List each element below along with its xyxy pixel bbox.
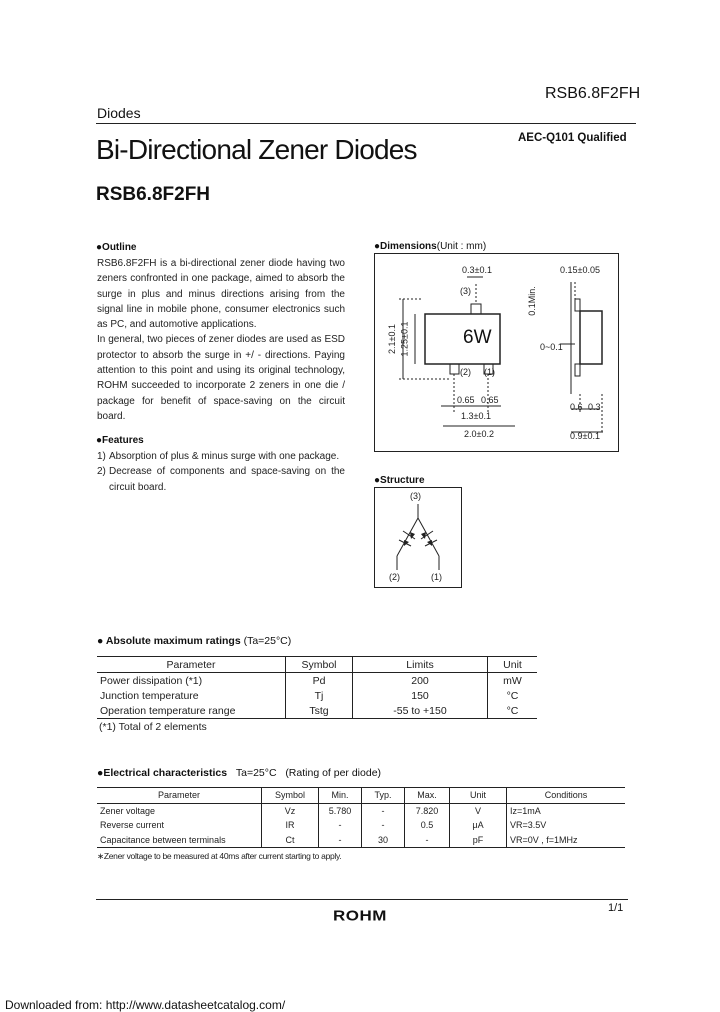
dim-height: 2.1±0.1	[386, 324, 397, 354]
cell-parameter: Power dissipation (*1)	[100, 674, 203, 687]
abs-max-condition: (Ta=25°C)	[243, 635, 292, 647]
footer-rule	[96, 899, 628, 900]
abs-max-table	[97, 656, 537, 719]
outline-heading	[96, 242, 137, 253]
cell-typ: -	[362, 803, 405, 818]
feature-item	[97, 464, 345, 495]
cell-parameter: Junction temperature	[100, 689, 199, 702]
electrical-heading	[97, 767, 381, 779]
electrical-title: Electrical characteristics	[103, 767, 228, 779]
dim-side-min: 0.1Min.	[526, 286, 537, 316]
structure-diagram	[374, 487, 462, 588]
dim-body-height: 1.25±0.1	[399, 321, 410, 357]
cell-max: 0.5	[405, 818, 450, 833]
outline-paragraph-1: RSB6.8F2FH is a bi-directional zener diode having two zeners confronted in one package, aimed to absorb the surge in plus and minus directions arising from the signal line in mobile phone, consumer electronics such as PC, and automotive applications.	[97, 258, 345, 331]
abs-max-note: (*1) Total of 2 elements	[99, 721, 207, 733]
table-row	[97, 833, 625, 848]
dim-pin2: (2)	[460, 367, 471, 377]
dimensions-heading	[374, 241, 486, 252]
table-row	[97, 818, 625, 833]
header-typ: Typ.	[362, 788, 405, 804]
qualification: AEC-Q101 Qualified	[518, 132, 627, 144]
header-unit: Unit	[450, 788, 507, 804]
bullet-icon: ●	[97, 767, 104, 779]
electrical-note: ∗Zener voltage to be measured at 40ms after current starting to apply.	[97, 851, 342, 861]
feature-num: 2)	[97, 466, 106, 478]
cell-max: 7.820	[405, 803, 450, 818]
feature-text: Absorption of plus & minus surge with one package.	[109, 451, 340, 462]
cell-parameter: Capacitance between terminals	[100, 834, 226, 845]
header-min: Min.	[319, 788, 362, 804]
bullet-icon: ●	[96, 242, 103, 253]
header-parameter: Parameter	[157, 790, 201, 801]
structure-title: Structure	[380, 475, 425, 486]
table-row	[97, 803, 625, 818]
cell-unit: pF	[450, 833, 507, 848]
cell-symbol: Ct	[262, 833, 319, 848]
outline-paragraph-2: In general, two pieces of zener diodes are used as ESD protector to absorb the surge in +/ - directions. Paying attention to this point and using its original technology, ROHM succeeded to incorporate 2 zeners in one die / package for benefit of space-saving on the circuit board.	[97, 334, 345, 422]
header-symbol: Symbol	[262, 788, 319, 804]
cell-unit: mW	[488, 673, 538, 689]
abs-max-title: Absolute maximum ratings	[105, 635, 241, 647]
download-link[interactable]: Downloaded from: http://www.datasheetcatalog.com/	[5, 998, 286, 1012]
features-title: Features	[102, 435, 144, 446]
dim-side-gap: 0~0.1	[540, 342, 563, 352]
cell-unit: μA	[450, 818, 507, 833]
cell-min: -	[319, 833, 362, 848]
header-symbol: Symbol	[286, 657, 353, 673]
features-heading	[96, 435, 144, 446]
table-row	[97, 688, 537, 703]
feature-num: 1)	[97, 451, 106, 462]
dim-body-width: 1.3±0.1	[461, 411, 491, 421]
cell-conditions: Iz=1mA	[507, 803, 626, 818]
table-row	[97, 673, 537, 689]
zener-schematic	[375, 488, 461, 587]
cell-symbol: Tstg	[286, 703, 353, 719]
dim-pin1: (1)	[484, 367, 495, 377]
cell-max: -	[405, 833, 450, 848]
cell-symbol: IR	[262, 818, 319, 833]
cell-conditions: VR=0V , f=1MHz	[507, 833, 626, 848]
dim-pitch-left: 0.65	[457, 395, 475, 405]
cell-limits: -55 to +150	[353, 703, 488, 719]
cell-conditions: VR=3.5V	[507, 818, 626, 833]
cell-symbol: Vz	[262, 803, 319, 818]
structure-pin1: (1)	[431, 572, 442, 582]
dim-pitch-right: 0.65	[481, 395, 499, 405]
bullet-icon: ●	[96, 435, 103, 446]
category-label: Diodes	[97, 105, 141, 121]
electrical-condition: Ta=25°C	[235, 767, 277, 779]
page-title: Bi-Directional Zener Diodes	[96, 134, 417, 165]
bullet-icon: ●	[374, 475, 381, 486]
feature-text: Decrease of components and space-saving on the circuit board.	[109, 466, 345, 493]
header-conditions: Conditions	[507, 788, 626, 804]
cell-unit: °C	[488, 688, 538, 703]
dim-side-a: 0.6	[570, 402, 583, 412]
features-list	[97, 449, 345, 495]
dim-side-b: 0.3	[588, 402, 601, 412]
dim-total-width: 2.0±0.2	[464, 429, 494, 439]
cell-min: 5.780	[319, 803, 362, 818]
cell-limits: 200	[353, 673, 488, 689]
table-header-row	[97, 788, 625, 804]
electrical-table	[97, 787, 625, 848]
bullet-icon: ●	[97, 635, 104, 647]
abs-max-heading	[97, 635, 291, 647]
dimensions-unit: (Unit : mm)	[436, 241, 487, 252]
cell-limits: 150	[353, 688, 488, 703]
header-max: Max.	[405, 788, 450, 804]
cell-typ: 30	[362, 833, 405, 848]
package-outline-drawing	[375, 254, 618, 451]
bullet-icon: ●	[374, 241, 381, 252]
electrical-condition-2: (Rating of per diode)	[285, 767, 382, 779]
dim-top-width: 0.3±0.1	[462, 265, 492, 275]
dimensions-title: Dimensions	[380, 241, 437, 252]
table-header-row	[97, 657, 537, 673]
outline-title: Outline	[102, 242, 137, 253]
header-limits: Limits	[353, 657, 488, 673]
outline-body	[97, 256, 345, 424]
structure-heading	[374, 475, 425, 486]
cell-parameter: Zener voltage	[100, 805, 156, 816]
dimensions-drawing	[374, 253, 619, 452]
feature-item	[97, 449, 345, 464]
cell-symbol: Pd	[286, 673, 353, 689]
cell-min: -	[319, 818, 362, 833]
header-parameter: Parameter	[166, 658, 216, 671]
structure-pin2: (2)	[389, 572, 400, 582]
table-row	[97, 703, 537, 719]
structure-pin3: (3)	[410, 491, 421, 501]
header-rule	[96, 123, 636, 124]
part-number-top: RSB6.8F2FH	[545, 85, 641, 102]
cell-unit: °C	[488, 703, 538, 719]
dim-side-top: 0.15±0.05	[560, 265, 600, 275]
cell-symbol: Tj	[286, 688, 353, 703]
cell-typ: -	[362, 818, 405, 833]
page-number: 1/1	[608, 902, 624, 914]
dim-pin3: (3)	[460, 286, 471, 296]
dim-side-total: 0.9±0.1	[570, 431, 600, 441]
cell-unit: V	[450, 803, 507, 818]
cell-parameter: Operation temperature range	[100, 704, 236, 717]
header-unit: Unit	[488, 657, 538, 673]
cell-parameter: Reverse current	[100, 820, 165, 831]
package-marking: 6W	[463, 327, 492, 348]
part-number: RSB6.8F2FH	[96, 184, 211, 205]
rohm-logo: ROHM	[333, 907, 387, 924]
